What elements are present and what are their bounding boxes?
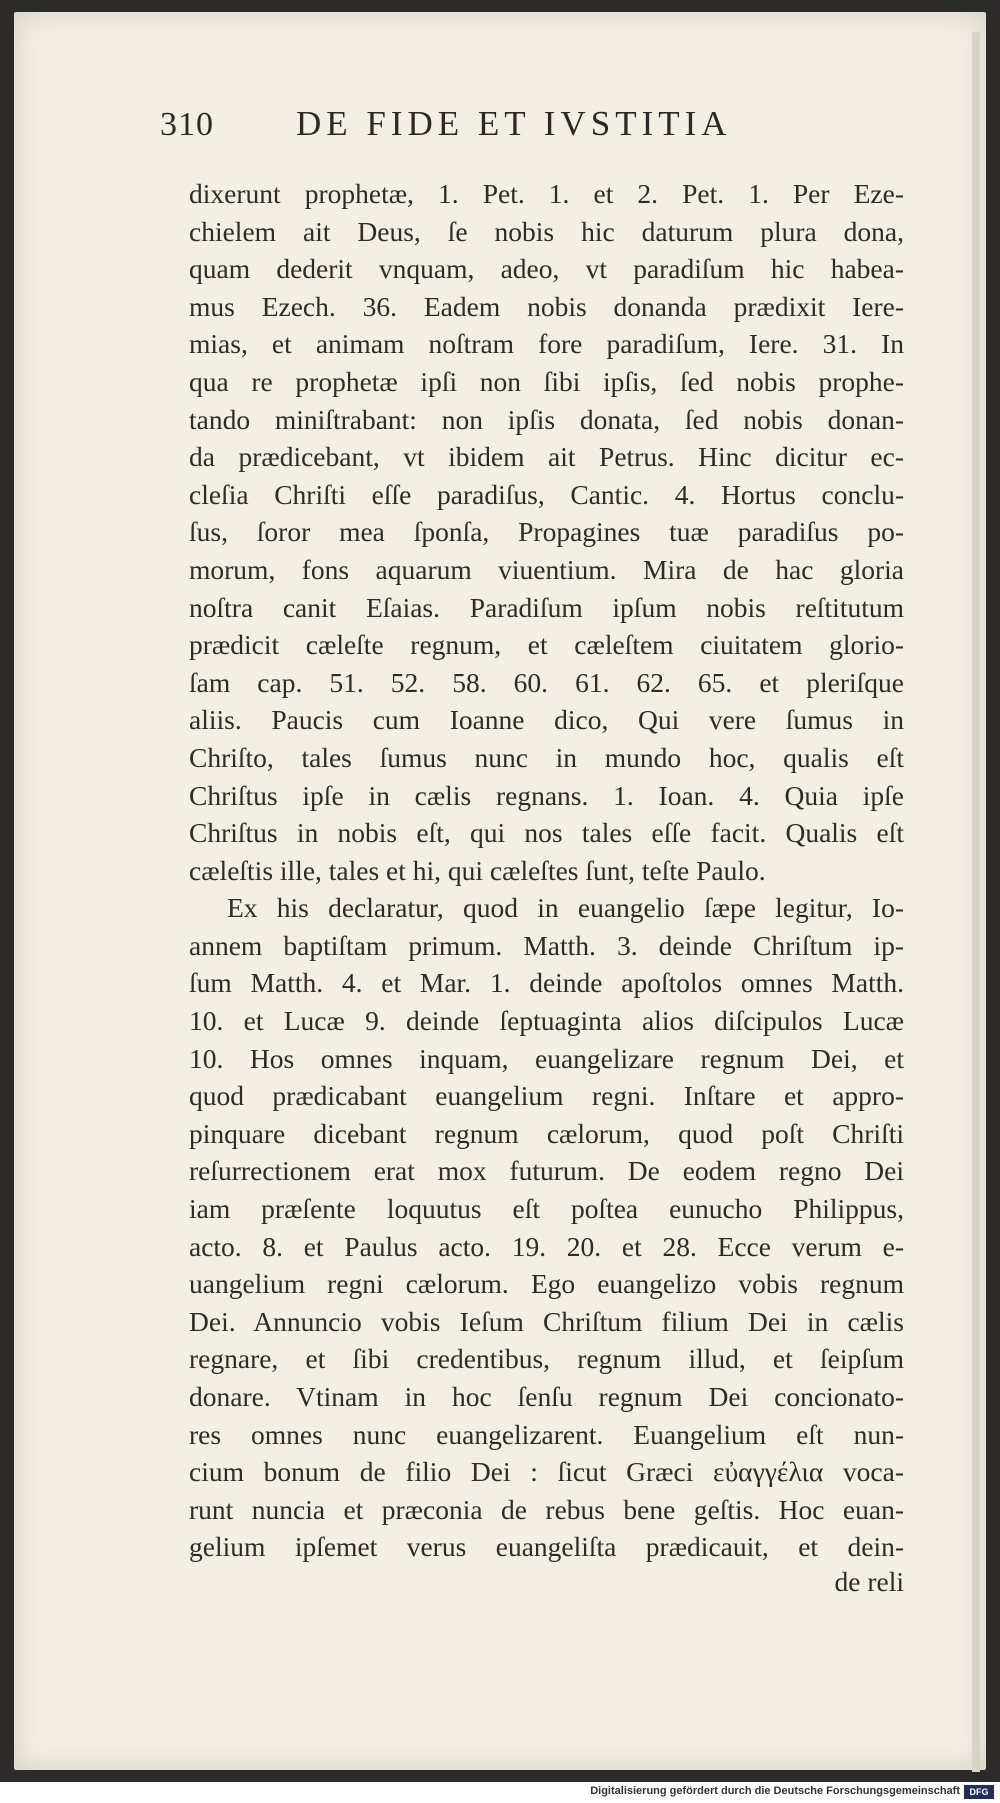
text-line: cæleſtis ille, tales et hi, qui cæleſtes ſunt, teſte Paulo.: [189, 854, 766, 886]
text-line: res omnes nunc euangelizarent. Euangelium eſt nun-: [189, 1418, 904, 1450]
digitization-footer: [0, 1782, 1000, 1803]
catchword: de reli: [834, 1566, 904, 1597]
text-line: Chriſtus in nobis eſt, qui nos tales eſſe facit. Qualis eſt: [189, 817, 904, 849]
text-line: uangelium regni cælorum. Ego euangelizo vobis regnum: [189, 1268, 904, 1300]
text-line: tando miniſtrabant: non ipſis donata, ſed nobis donan-: [189, 403, 904, 435]
page-number: 310: [160, 106, 214, 143]
text-line: quod prædicabant euangelium regni. Inſtare et appro-: [189, 1080, 904, 1112]
text-line: morum, fons aquarum viuentium. Mira de hac gloria: [189, 553, 904, 585]
dfg-logo: DFG: [964, 1785, 994, 1799]
text-line: chielem ait Deus, ſe nobis hic daturum plura dona,: [189, 215, 904, 247]
text-line: qua re prophetæ ipſi non ſibi ipſis, ſed nobis prophe-: [189, 365, 904, 397]
text-line: noſtra canit Eſaias. Paradiſum ipſum nobis reſtitutum: [189, 591, 904, 623]
text-line: ſam cap. 51. 52. 58. 60. 61. 62. 65. et pleriſque: [189, 666, 904, 698]
text-line: cium bonum de filio Dei : ſicut Græci εὐαγγέλια voca-: [189, 1456, 904, 1488]
text-line: aliis. Paucis cum Ioanne dico, Qui vere ſumus in: [189, 704, 904, 736]
text-line: dixerunt prophetæ, 1. Pet. 1. et 2. Pet. 1. Per Eze-: [189, 178, 904, 209]
paragraph-start-line: Ex his declaratur, quod in euangelio ſæpe legitur, Io-: [227, 892, 904, 924]
text-line: iam præſente loquutus eſt poſtea eunucho Philippus,: [189, 1193, 904, 1225]
text-line: prædicit cæleſte regnum, et cæleſtem ciuitatem glorio-: [189, 629, 904, 661]
text-line: 10. et Lucæ 9. deinde ſeptuaginta alios diſcipulos Lucæ: [189, 1005, 904, 1037]
page-header: [160, 100, 920, 160]
text-line: annem baptiſtam primum. Matth. 3. deinde Chriſtum ip-: [189, 929, 904, 961]
funding-credit: Digitalisierung gefördert durch die Deutsche Forschungsgemeinschaft: [590, 1785, 960, 1797]
text-line: donare. Vtinam in hoc ſenſu regnum Dei concionato-: [189, 1381, 904, 1412]
text-line: regnare, et ſibi credentibus, regnum illud, et ſeipſum: [189, 1343, 904, 1375]
text-line: Chriſtus ipſe in cælis regnans. 1. Ioan. 4. Quia ipſe: [189, 779, 904, 811]
text-line: mias, et animam noſtram fore paradiſum, Iere. 31. In: [189, 328, 904, 360]
text-line: quam dederit vnquam, adeo, vt paradiſum hic habea-: [189, 253, 904, 285]
text-line: ſum Matth. 4. et Mar. 1. deinde apoſtolos omnes Matth.: [189, 967, 904, 999]
text-line: da prædicebant, vt ibidem ait Petrus. Hinc dicitur ec-: [189, 441, 904, 473]
text-line: Chriſto, tales ſumus nunc in mundo hoc, qualis eſt: [189, 741, 904, 773]
text-line: cleſia Chriſti eſſe paradiſus, Cantic. 4. Hortus conclu-: [189, 478, 904, 510]
page-edge: [972, 32, 980, 1772]
text-line: ſus, ſoror mea ſponſa, Propagines tuæ paradiſus po-: [189, 516, 904, 548]
text-line: runt nuncia et præconia de rebus bene geſtis. Hoc euan-: [189, 1493, 904, 1525]
text-line: pinquare dicebant regnum cælorum, quod poſt Chriſti: [189, 1117, 904, 1149]
text-line: reſurrectionem erat mox futurum. De eodem regno Dei: [189, 1155, 904, 1187]
text-line: 10. Hos omnes inquam, euangelizare regnum Dei, et: [189, 1042, 904, 1074]
body-text: [189, 175, 904, 1566]
text-line: gelium ipſemet verus euangeliſta prædicauit, et dein-: [189, 1531, 904, 1563]
text-line: Dei. Annuncio vobis Ieſum Chriſtum filium Dei in cælis: [189, 1305, 904, 1337]
text-line: mus Ezech. 36. Eadem nobis donanda prædixit Iere-: [189, 290, 904, 322]
text-line: acto. 8. et Paulus acto. 19. 20. et 28. Ecce verum e-: [189, 1230, 904, 1262]
running-title: DE FIDE ET IVSTITIA: [296, 104, 732, 143]
